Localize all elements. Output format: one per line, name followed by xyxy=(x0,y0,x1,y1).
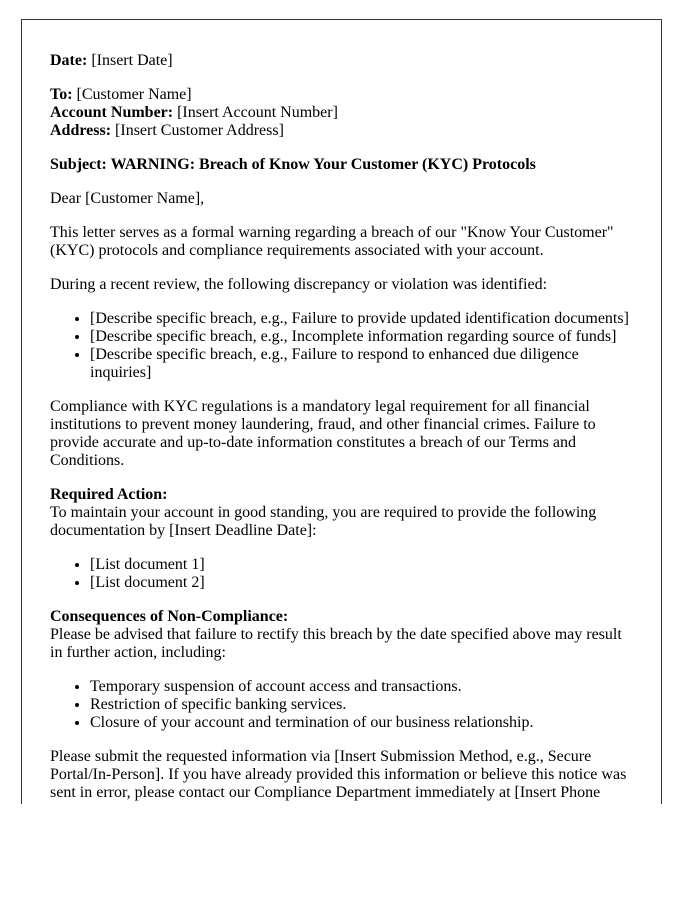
account-number-value: [Insert Account Number] xyxy=(177,104,338,121)
salutation: Dear [Customer Name], xyxy=(50,190,205,207)
list-item: • [Describe specific breach, e.g., Failure to provide updated identification documents] xyxy=(90,310,633,328)
compliance-paragraph: Compliance with KYC regulations is a mandatory legal requirement for all financial institutions to prevent money laundering, fraud, and other financial crimes. Failure to provide accurate and up-to-date information constitutes a breach of our Terms and Conditions. xyxy=(50,398,596,469)
subject-line xyxy=(50,156,633,174)
review-paragraph: During a recent review, the following discrepancy or violation was identified: xyxy=(50,276,548,293)
subject-text: Subject: WARNING: Breach of Know Your Customer (KYC) Protocols xyxy=(50,156,536,173)
submission-paragraph: Please submit the requested information via [Insert Submission Method, e.g., Secure Portal/In-Person]. If you have already provided this information or believe this notice was sent in error, please contact our Compliance Department immediately at [Insert Phone xyxy=(50,748,627,801)
list-item: • Closure of your account and termination of our business relationship. xyxy=(90,714,633,732)
recipient-block xyxy=(50,86,633,140)
consequences-list xyxy=(50,678,633,732)
list-item: • Temporary suspension of account access and transactions. xyxy=(90,678,633,696)
required-action-body: To maintain your account in good standing, you are required to provide the following documentation by [Insert Deadline Date]: xyxy=(50,504,597,539)
intro-paragraph: This letter serves as a formal warning regarding a breach of our "Know Your Customer" (KYC) protocols and compliance requirements associated with your account. xyxy=(50,224,614,259)
consequences-paragraph xyxy=(50,608,633,662)
date-label: Date: xyxy=(50,52,88,69)
required-action-paragraph xyxy=(50,486,633,540)
required-action-heading: Required Action: xyxy=(50,486,168,503)
consequences-heading: Consequences of Non-Compliance: xyxy=(50,608,289,625)
date-line xyxy=(50,52,633,70)
document-list xyxy=(50,556,633,592)
list-item: • Restriction of specific banking services. xyxy=(90,696,633,714)
address-value: [Insert Customer Address] xyxy=(115,122,284,139)
to-value: [Customer Name] xyxy=(76,86,192,103)
letter-container xyxy=(21,19,662,804)
address-label: Address: xyxy=(50,122,112,139)
list-item: • [List document 1] xyxy=(90,556,633,574)
breach-list xyxy=(50,310,633,382)
date-value: [Insert Date] xyxy=(91,52,173,69)
to-label: To: xyxy=(50,86,73,103)
consequences-body: Please be advised that failure to rectify this breach by the date specified above may result in further action, including: xyxy=(50,626,622,661)
list-item: • [List document 2] xyxy=(90,574,633,592)
list-item: • [Describe specific breach, e.g., Incomplete information regarding source of funds] xyxy=(90,328,633,346)
list-item: • [Describe specific breach, e.g., Failure to respond to enhanced due diligence inquiries] xyxy=(90,346,633,382)
account-number-label: Account Number: xyxy=(50,104,174,121)
